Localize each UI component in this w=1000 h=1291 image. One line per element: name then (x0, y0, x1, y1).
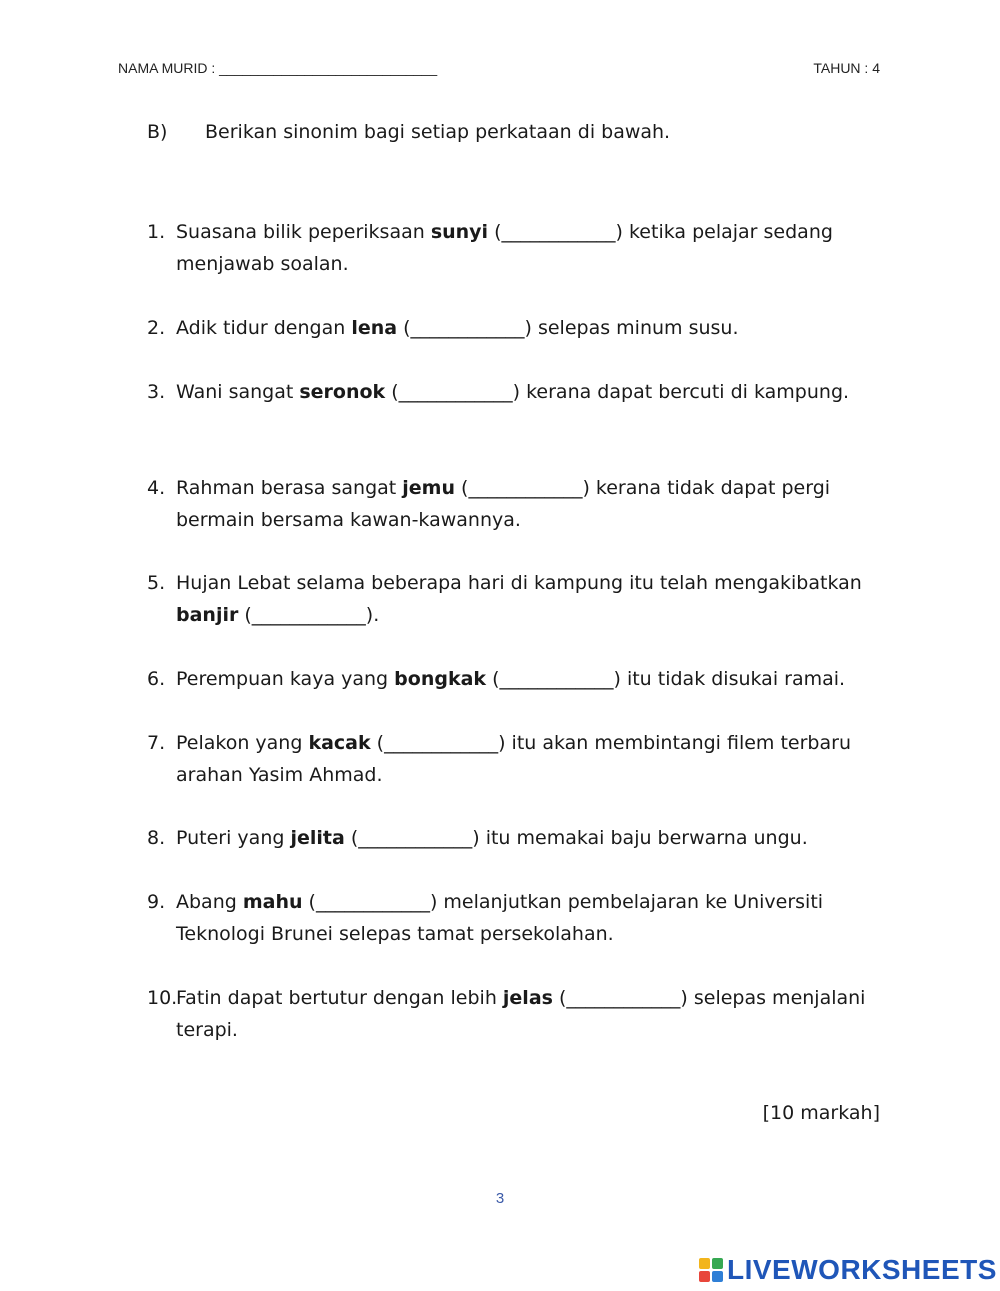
question-item (147, 216, 887, 280)
question-text-after: (____________) melanjutkan pembelajaran ke Universiti Teknologi Brunei selepas tamat persekolahan. (176, 891, 824, 945)
target-word: jelita (290, 827, 345, 849)
target-word: jemu (402, 477, 455, 499)
question-text-before: Pelakon yang (176, 732, 309, 754)
target-word: jelas (502, 987, 553, 1009)
question-number: 1. (147, 221, 166, 243)
question-number: 8. (147, 827, 166, 849)
question-text-after: (____________) selepas menjalani terapi. (176, 987, 866, 1041)
target-word: banjir (176, 604, 239, 626)
question-item (147, 982, 887, 1046)
question-item (147, 727, 887, 791)
question-text-after: (____________) itu akan membintangi filem terbaru arahan Yasim Ahmad. (176, 732, 851, 786)
question-text-after: (____________). (238, 604, 380, 626)
section-letter: B) (147, 121, 168, 143)
instruction-text: Berikan sinonim bagi setiap perkataan di bawah. (205, 121, 671, 143)
question-text-before: Wani sangat (176, 381, 300, 403)
question-text (176, 822, 887, 854)
liveworksheets-logo (699, 1256, 997, 1284)
question-text-before: Fatin dapat bertutur dengan lebih (176, 987, 503, 1009)
logo-grid-icon (699, 1258, 723, 1282)
question-item (147, 886, 887, 950)
question-item (147, 312, 887, 344)
target-word: kacak (308, 732, 371, 754)
question-number: 10. (147, 987, 178, 1009)
question-text-after: (____________) itu memakai baju berwarna ungu. (344, 827, 808, 849)
question-text-before: Rahman berasa sangat (176, 477, 403, 499)
question-item (147, 663, 887, 695)
question-text (176, 886, 887, 950)
question-text-before: Hujan Lebat selama beberapa hari di kampung itu telah mengakibatkan (176, 572, 862, 594)
total-marks: [10 markah] (762, 1102, 880, 1124)
question-text-after: (____________) kerana tidak dapat pergi bermain bersama kawan-kawannya. (176, 477, 831, 531)
question-number: 6. (147, 668, 166, 690)
question-text (176, 472, 887, 536)
target-word: mahu (242, 891, 303, 913)
student-name-label: NAMA MURID : ____________________________ (118, 60, 438, 76)
question-text (176, 312, 887, 344)
target-word: seronok (299, 381, 386, 403)
question-number: 4. (147, 477, 166, 499)
target-word: bongkak (394, 668, 487, 690)
question-text (176, 982, 887, 1046)
question-text-after: (____________) itu tidak disukai ramai. (486, 668, 846, 690)
logo-grid-cell (699, 1271, 710, 1282)
question-text-after: (____________) selepas minum susu. (397, 317, 739, 339)
question-text-before: Perempuan kaya yang (176, 668, 395, 690)
question-text (176, 376, 887, 408)
question-text-before: Puteri yang (176, 827, 291, 849)
logo-grid-cell (712, 1258, 723, 1269)
question-number: 9. (147, 891, 166, 913)
page-number: 3 (495, 1190, 505, 1207)
question-item (147, 376, 887, 408)
target-word: lena (351, 317, 398, 339)
question-number: 2. (147, 317, 166, 339)
question-text (176, 567, 887, 631)
question-text (176, 216, 887, 280)
logo-grid-cell (712, 1271, 723, 1282)
question-number: 3. (147, 381, 166, 403)
section-instruction (147, 121, 670, 143)
question-text-before: Abang (176, 891, 243, 913)
question-text (176, 727, 887, 791)
question-number: 5. (147, 572, 166, 594)
question-text-before: Suasana bilik peperiksaan (176, 221, 431, 243)
year-label: TAHUN : 4 (813, 60, 880, 76)
question-text (176, 663, 887, 695)
question-text-after: (____________) ketika pelajar sedang menjawab soalan. (176, 221, 833, 275)
logo-text: LIVEWORKSHEETS (727, 1254, 997, 1285)
question-text-before: Adik tidur dengan (176, 317, 352, 339)
logo-grid-cell (699, 1258, 710, 1269)
question-text-after: (____________) kerana dapat bercuti di kampung. (385, 381, 850, 403)
question-item (147, 822, 887, 854)
question-number: 7. (147, 732, 166, 754)
target-word: sunyi (430, 221, 489, 243)
question-item (147, 567, 887, 631)
question-item (147, 472, 887, 536)
